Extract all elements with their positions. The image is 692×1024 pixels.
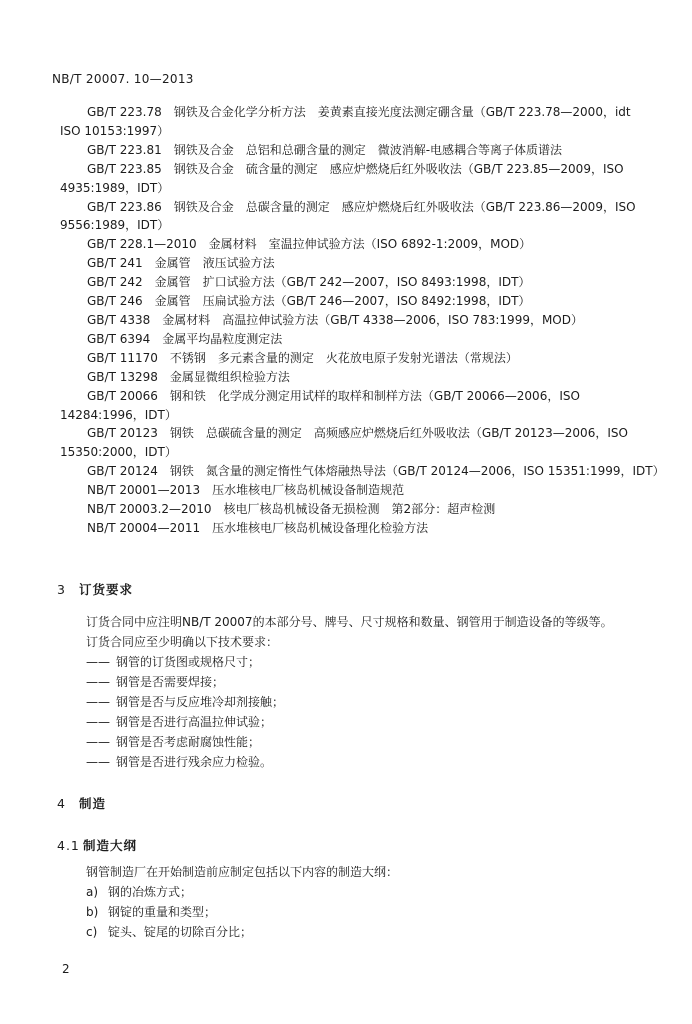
reference-continuation: 4935:1989，IDT）	[60, 180, 170, 195]
dash-marker: ——	[86, 655, 110, 669]
reference-text: NB/T 20003.2—2010 核电厂核岛机械设备无损检测 第2部分：超声检测	[87, 502, 496, 517]
requirement-text: 钢管是否与反应堆冷却剂接触；	[116, 695, 285, 709]
page-number: 2	[62, 962, 70, 976]
section-3-para-2: 订货合同应至少明确以下技术要求：	[86, 635, 279, 649]
section-3-number: 3	[57, 582, 66, 597]
section-3-para-1: 订货合同中应注明NB/T 20007的本部分号、牌号、尺寸规格和数量、钢管用于制造设备的等级等。	[86, 615, 613, 629]
item-text: 钢的冶炼方式；	[108, 885, 193, 899]
reference-item	[60, 330, 660, 349]
reference-text: NB/T 20004—2011 压水堆核电厂核岛机械设备理化检验方法	[87, 520, 429, 535]
reference-text: GB/T 223.78 钢铁及合金化学分析方法 姜黄素直接光度法测定硼含量（GB/T 223.78—2000，idt	[87, 105, 631, 119]
reference-text: GB/T 246 金属管 压扁试验方法（GB/T 246—2007，ISO 8492:1998，IDT）	[87, 294, 531, 309]
reference-item	[60, 273, 660, 292]
section-4-1-items-list	[86, 882, 398, 942]
item-letter: c)	[86, 925, 98, 939]
dash-marker: ——	[86, 755, 110, 769]
reference-item	[60, 254, 660, 273]
reference-item	[60, 103, 660, 141]
requirement-text: 钢管是否进行高温拉伸试验；	[116, 715, 273, 729]
reference-item	[60, 141, 660, 160]
reference-text: GB/T 6394 金属平均晶粒度测定法	[87, 331, 283, 346]
section-4-number: 4	[57, 796, 66, 811]
section-4-1-para: 钢管制造厂在开始制造前应制定包括以下内容的制造大纲：	[86, 865, 399, 879]
dash-marker: ——	[86, 715, 110, 729]
section-3-requirements-list	[86, 652, 613, 772]
reference-item	[60, 368, 660, 387]
requirement-text: 钢管是否需要焊接；	[116, 675, 225, 689]
reference-item	[60, 387, 660, 425]
reference-item	[60, 160, 660, 198]
reference-text: GB/T 20123 钢铁 总碳硫含量的测定 高频感应炉燃烧后红外吸收法（GB/T 20123—2006，ISO	[87, 426, 628, 441]
item-text: 锭头、锭尾的切除百分比；	[108, 925, 253, 939]
reference-item	[60, 462, 665, 481]
reference-item	[60, 198, 660, 236]
reference-continuation: 14284:1996，IDT）	[60, 407, 177, 422]
requirement-item	[86, 712, 613, 732]
section-4-1-heading	[57, 836, 137, 854]
reference-item	[60, 519, 660, 538]
section-3-title: 订货要求	[79, 582, 134, 597]
reference-item	[60, 481, 660, 500]
reference-item	[60, 349, 660, 368]
reference-item	[60, 235, 660, 254]
dash-marker: ——	[86, 695, 110, 709]
requirement-text: 钢管是否进行残余应力检验。	[116, 755, 273, 769]
reference-continuation: 9556:1989，IDT）	[60, 218, 170, 233]
reference-continuation: ISO 10153:1997）	[60, 123, 170, 138]
program-item	[86, 922, 398, 942]
dash-marker: ——	[86, 735, 110, 749]
reference-text: GB/T 11170 不锈钢 多元素含量的测定 火花放电原子发射光谱法（常规法）	[87, 350, 518, 365]
section-4-1-title: 制造大纲	[83, 838, 138, 853]
reference-item	[60, 500, 660, 519]
requirement-text: 钢管是否考虑耐腐蚀性能；	[116, 735, 261, 749]
section-4-heading	[57, 794, 106, 812]
requirement-item	[86, 732, 613, 752]
reference-text: GB/T 223.85 钢铁及合金 硫含量的测定 感应炉燃烧后红外吸收法（GB/T 223.85—2009，ISO	[87, 161, 624, 176]
reference-item	[60, 311, 660, 330]
reference-text: GB/T 20124 钢铁 氮含量的测定惰性气体熔融热导法（GB/T 20124—2006，ISO 15351:1999，IDT）	[87, 464, 665, 479]
reference-text: GB/T 223.86 钢铁及合金 总碳含量的测定 感应炉燃烧后红外吸收法（GB/T 223.86—2009，ISO	[87, 199, 636, 214]
reference-item	[60, 292, 660, 311]
reference-text: GB/T 241 金属管 液压试验方法	[87, 256, 275, 271]
reference-text: GB/T 228.1—2010 金属材料 室温拉伸试验方法（ISO 6892-1:2009，MOD）	[87, 237, 532, 252]
reference-text: GB/T 13298 金属显微组织检验方法	[87, 369, 290, 384]
normative-references-list	[60, 103, 665, 538]
program-item	[86, 882, 398, 902]
reference-text: GB/T 223.81 钢铁及合金 总铝和总硼含量的测定 微波消解-电感耦合等离子体质谱法	[87, 142, 563, 157]
reference-item	[60, 424, 660, 462]
reference-text: NB/T 20001—2013 压水堆核电厂核岛机械设备制造规范	[87, 483, 405, 498]
section-3-heading	[57, 580, 133, 598]
requirement-text: 钢管的订货图或规格尺寸；	[116, 655, 261, 669]
section-4-1-number: 4.1	[57, 838, 80, 853]
item-text: 钢锭的重量和类型；	[108, 905, 217, 919]
dash-marker: ——	[86, 675, 110, 689]
section-4-1-body	[86, 862, 398, 942]
item-letter: b)	[86, 905, 99, 919]
requirement-item	[86, 672, 613, 692]
program-item	[86, 902, 398, 922]
reference-text: GB/T 4338 金属材料 高温拉伸试验方法（GB/T 4338—2006，ISO 783:1999，MOD）	[87, 312, 583, 327]
reference-text: GB/T 20066 钢和铁 化学成分测定用试样的取样和制样方法（GB/T 20066—2006，ISO	[87, 388, 580, 403]
requirement-item	[86, 692, 613, 712]
header-doc-id: NB/T 20007. 10—2013	[52, 72, 194, 86]
reference-text: GB/T 242 金属管 扩口试验方法（GB/T 242—2007，ISO 8493:1998，IDT）	[87, 275, 531, 290]
requirement-item	[86, 752, 613, 772]
reference-continuation: 15350:2000，IDT）	[60, 445, 177, 460]
requirement-item	[86, 652, 613, 672]
section-3-body	[86, 612, 613, 772]
item-letter: a)	[86, 885, 99, 899]
section-4-title: 制造	[79, 796, 107, 811]
